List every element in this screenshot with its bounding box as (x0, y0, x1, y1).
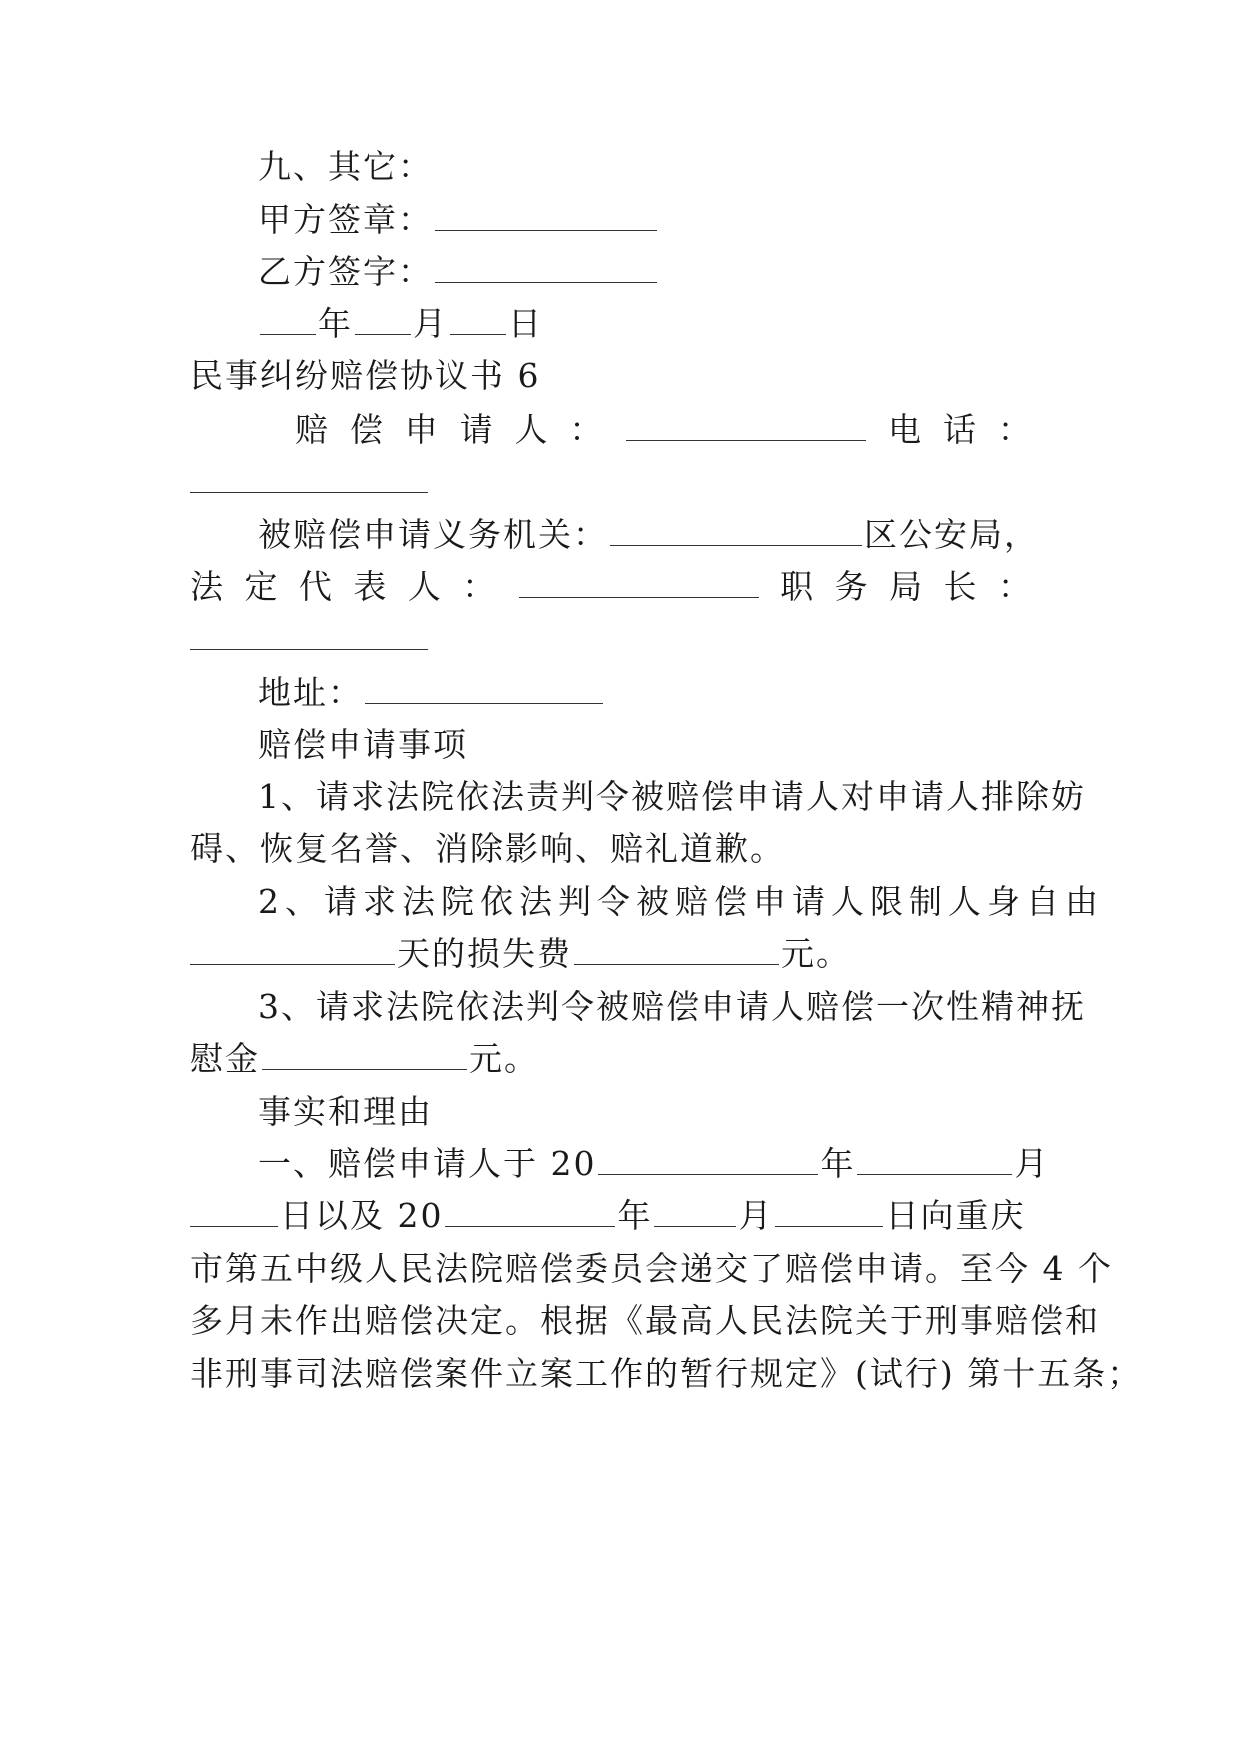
applicant-char: 申 (404, 410, 440, 449)
representative-blank (519, 567, 759, 598)
applicant-phone-line (295, 410, 1033, 450)
facts-text: 日向重庆 (885, 1196, 1026, 1235)
solatium-label: 慰金 (190, 1039, 260, 1078)
month-label: 月 (413, 304, 448, 343)
facts-text: 日以及 20 (280, 1196, 444, 1235)
year-label: 年 (318, 304, 353, 343)
phone-char: 电 (888, 410, 924, 449)
month-blank (654, 1196, 736, 1227)
loss-amount-blank (574, 934, 779, 965)
section-nine-heading: 九、其它： (258, 147, 433, 186)
address-line (258, 673, 1050, 713)
representative-char: 人 (407, 567, 443, 606)
applicant-char: ： (569, 410, 605, 449)
claim-3-line-2 (190, 1039, 1050, 1079)
claim-2-line-1: 2、请求法院依法判令被赔偿申请人限制人身自由 (258, 882, 1104, 921)
claim-2-line-2 (190, 934, 1050, 974)
claim-1-line-2: 碍、恢复名誉、消除影响、赔礼道歉。 (190, 829, 785, 868)
duty-char: 局 (889, 567, 925, 606)
day-label: 日 (508, 304, 543, 343)
obligated-organ-blank (610, 515, 862, 546)
obligated-organ-label: 被赔偿申请义务机关： (258, 515, 608, 554)
phone-blank-line (190, 462, 1050, 502)
facts-heading: 事实和理由 (258, 1092, 433, 1131)
applicant-char: 请 (459, 410, 495, 449)
party-a-blank (435, 200, 657, 231)
representative-char: ： (462, 567, 498, 606)
date-line (258, 304, 1050, 344)
party-b-blank (435, 252, 657, 283)
year-blank (445, 1196, 615, 1227)
days-loss-label: 天的损失费 (397, 934, 572, 973)
yuan-label: 元。 (781, 934, 851, 973)
representative-char: 代 (298, 567, 334, 606)
month-blank (857, 1144, 1012, 1175)
representative-duty-line (190, 567, 1033, 607)
duty-blank (190, 619, 428, 650)
facts-line-5: 非刑事司法赔偿案件立案工作的暂行规定》(试行) 第十五条； (190, 1354, 1143, 1393)
duty-char: 长 (943, 567, 979, 606)
facts-text: 一、赔偿申请人于 20 (258, 1144, 597, 1183)
applicant-char: 赔 (295, 410, 330, 449)
duty-char: 务 (834, 567, 870, 606)
year-label: 年 (617, 1196, 653, 1235)
address-blank (365, 673, 603, 704)
representative-char: 法 (190, 567, 225, 606)
claim-1-line-1: 1、请求法院依法责判令被赔偿申请人对申请人排除妨 (258, 777, 1086, 816)
days-blank (190, 934, 395, 965)
obligated-organ-suffix: 区公安局， (864, 515, 1039, 554)
phone-blank (190, 462, 428, 493)
party-b-signature-line (258, 252, 1050, 292)
day-blank (450, 304, 506, 335)
year-blank (598, 1144, 818, 1175)
day-blank (190, 1196, 278, 1227)
facts-line-3: 市第五中级人民法院赔偿委员会递交了赔偿申请。至今 4 个 (190, 1249, 1113, 1288)
month-blank (355, 304, 411, 335)
party-a-label: 甲方签章： (258, 200, 433, 239)
address-label: 地址： (258, 673, 363, 712)
month-label: 月 (1014, 1144, 1050, 1183)
day-blank (775, 1196, 883, 1227)
phone-char: 话 (943, 410, 978, 449)
month-label: 月 (738, 1196, 774, 1235)
applicant-char: 偿 (349, 410, 385, 449)
duty-char: ： (997, 567, 1033, 606)
party-a-signature-line (258, 200, 1050, 240)
party-b-label: 乙方签字： (258, 252, 433, 291)
solatium-blank (262, 1039, 467, 1070)
facts-line-1 (258, 1144, 1050, 1184)
obligated-organ-line (258, 515, 1050, 555)
representative-char: 表 (353, 567, 389, 606)
duty-blank-line (190, 619, 1050, 659)
duty-char: 职 (780, 567, 816, 606)
claim-3-line-1: 3、请求法院依法判令被赔偿申请人赔偿一次性精神抚 (258, 987, 1086, 1026)
applicant-blank (626, 410, 866, 441)
yuan-label: 元。 (469, 1039, 539, 1078)
year-label: 年 (820, 1144, 856, 1183)
applicant-char: 人 (514, 410, 550, 449)
document-title: 民事纠纷赔偿协议书 6 (190, 356, 541, 395)
phone-char: ： (997, 410, 1033, 449)
facts-line-4: 多月未作出赔偿决定。根据《最高人民法院关于刑事赔偿和 (190, 1301, 1100, 1340)
facts-line-2 (190, 1196, 1050, 1236)
year-blank (260, 304, 316, 335)
claims-heading: 赔偿申请事项 (258, 725, 468, 764)
representative-char: 定 (244, 567, 280, 606)
